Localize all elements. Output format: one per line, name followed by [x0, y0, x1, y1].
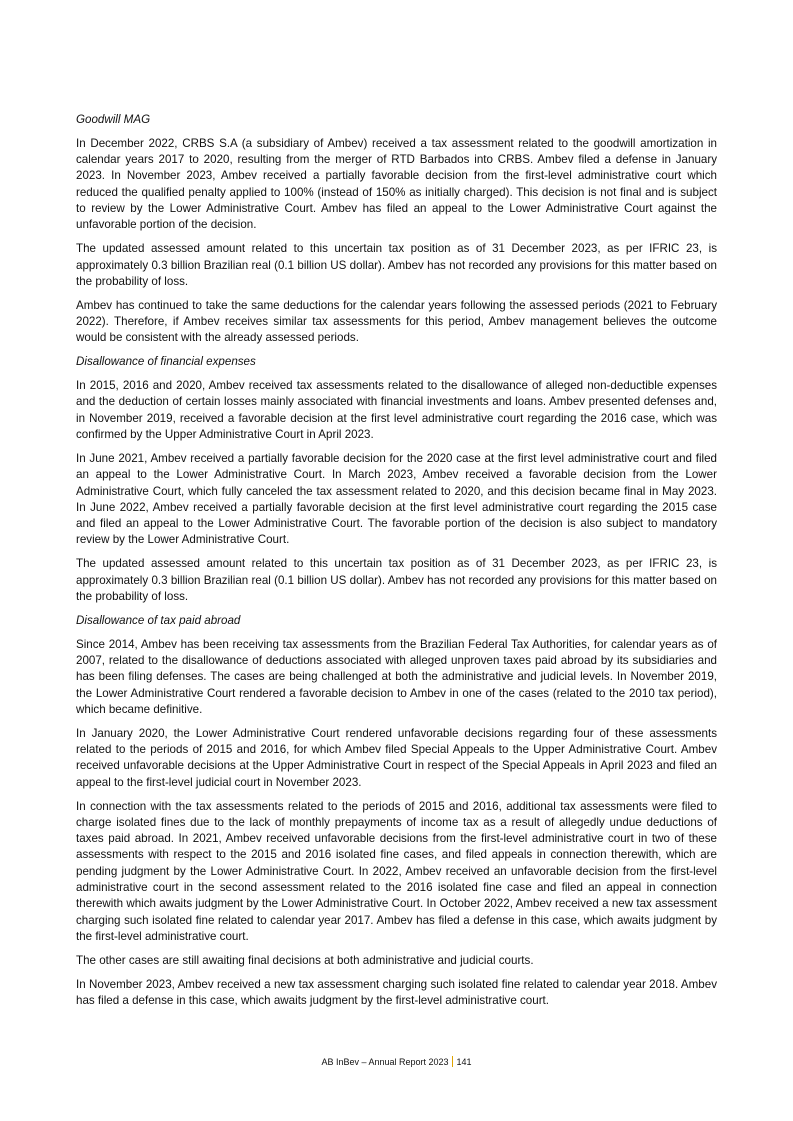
- document-body: [76, 112, 717, 1017]
- section-heading-goodwill-mag: Goodwill MAG: [76, 113, 151, 126]
- paragraph: In 2015, 2016 and 2020, Ambev received tax assessments related to the disallowance of alleged non-deductible expenses and the deduction of certain losses mainly associated with financial investments and loans. Ambev presented defenses and, in November 2019, received a favorable decision at the first level administrative court regarding the 2016 case, which was confirmed by the Upper Administrative Court in April 2023.: [76, 379, 717, 442]
- paragraph: In December 2022, CRBS S.A (a subsidiary of Ambev) received a tax assessment related to the goodwill amortization in calendar years 2017 to 2020, resulting from the merger of RTD Barbados into CRBS. Ambev filed a defense in January 2023. In November 2023, Ambev received a partially favorable decision from the first-level administrative court which reduced the qualified penalty applied to 100% (instead of 150% as initially charged). This decision is not final and is subject to review by the Lower Administrative Court. Ambev has filed an appeal to the Lower Administrative Court against the unfavorable portion of the decision.: [76, 136, 717, 232]
- paragraph: In June 2021, Ambev received a partially favorable decision for the 2020 case at the first level administrative court and filed an appeal to the Lower Administrative Court. In March 2023, Ambev received a favorable decision from the Lower Administrative Court, which fully canceled the tax assessment related to 2020, and this decision became final in May 2023. In June 2022, Ambev received a partially favorable decision at the first level administrative court regarding the 2015 case and filed an appeal to the Lower Administrative Court. The favorable portion of the decision is also subject to mandatory review by the Lower Administrative Court.: [76, 451, 717, 547]
- section-heading-tax-paid-abroad: Disallowance of tax paid abroad: [76, 613, 241, 627]
- footer-separator: [452, 1056, 453, 1067]
- page-footer: [0, 1056, 793, 1068]
- footer-report-title: AB InBev – Annual Report 2023: [321, 1057, 449, 1067]
- section-heading-financial-expenses: Disallowance of financial expenses: [76, 355, 256, 369]
- paragraph: The other cases are still awaiting final decisions at both administrative and judicial courts.: [76, 953, 534, 967]
- paragraph: In January 2020, the Lower Administrative Court rendered unfavorable decisions regarding four of these assessments related to the periods of 2015 and 2016, for which Ambev filed Special Appeals to the Upper Administrative Court. Ambev received unfavorable decisions at the Upper Administrative Court in respect of the Special Appeals in April 2023 and filed an appeal to the first-level judicial court in November 2023.: [76, 726, 717, 789]
- paragraph: In November 2023, Ambev received a new tax assessment charging such isolated fine related to calendar year 2018. Ambev has filed a defense in this case, which awaits judgment by the first-level administrative court.: [76, 977, 717, 1007]
- paragraph: The updated assessed amount related to this uncertain tax position as of 31 December 2023, as per IFRIC 23, is approximately 0.3 billion Brazilian real (0.1 billion US dollar). Ambev has not recorded any provisions for this matter based on the probability of loss.: [76, 242, 717, 288]
- paragraph: Ambev has continued to take the same deductions for the calendar years following the assessed periods (2021 to February 2022). Therefore, if Ambev receives similar tax assessments for this period, Ambev management believes the outcome would be consistent with the already assessed periods.: [76, 298, 717, 345]
- paragraph: Since 2014, Ambev has been receiving tax assessments from the Brazilian Federal Tax Authorities, for calendar years as of 2007, related to the disallowance of deductions associated with alleged unproven taxes paid abroad by its subsidiaries and has been filing defenses. The cases are being challenged at both the administrative and judicial levels. In November 2019, the Lower Administrative Court rendered a favorable decision to Ambev in one of the cases (related to the 2010 tax period), which became definitive.: [76, 637, 717, 716]
- paragraph: The updated assessed amount related to this uncertain tax position as of 31 December 2023, as per IFRIC 23, is approximately 0.3 billion Brazilian real (0.1 billion US dollar). Ambev has not recorded any provisions for this matter based on the probability of loss.: [76, 557, 717, 603]
- paragraph: In connection with the tax assessments related to the periods of 2015 and 2016, additional tax assessments were filed to charge isolated fines due to the lack of monthly prepayments of income tax as a result of allegedly undue deductions of taxes paid abroad. In 2021, Ambev received unfavorable decisions from the first-level administrative court in two of these assessments with respect to the 2015 and 2016 isolated fine cases, and filed appeals in connection therewith, which are pending judgment by the Lower Administrative Court. In 2022, Ambev received an unfavorable decision from the first-level administrative court in the second assessment related to the 2016 isolated fine case and filed an appeal in connection therewith which awaits judgment by the Lower Administrative Court. In October 2022, Ambev received a new tax assessment charging such isolated fine related to calendar year 2017. Ambev has filed a defense in this case, which awaits judgment by the first-level administrative court.: [76, 799, 717, 943]
- page-number: 141: [456, 1057, 472, 1067]
